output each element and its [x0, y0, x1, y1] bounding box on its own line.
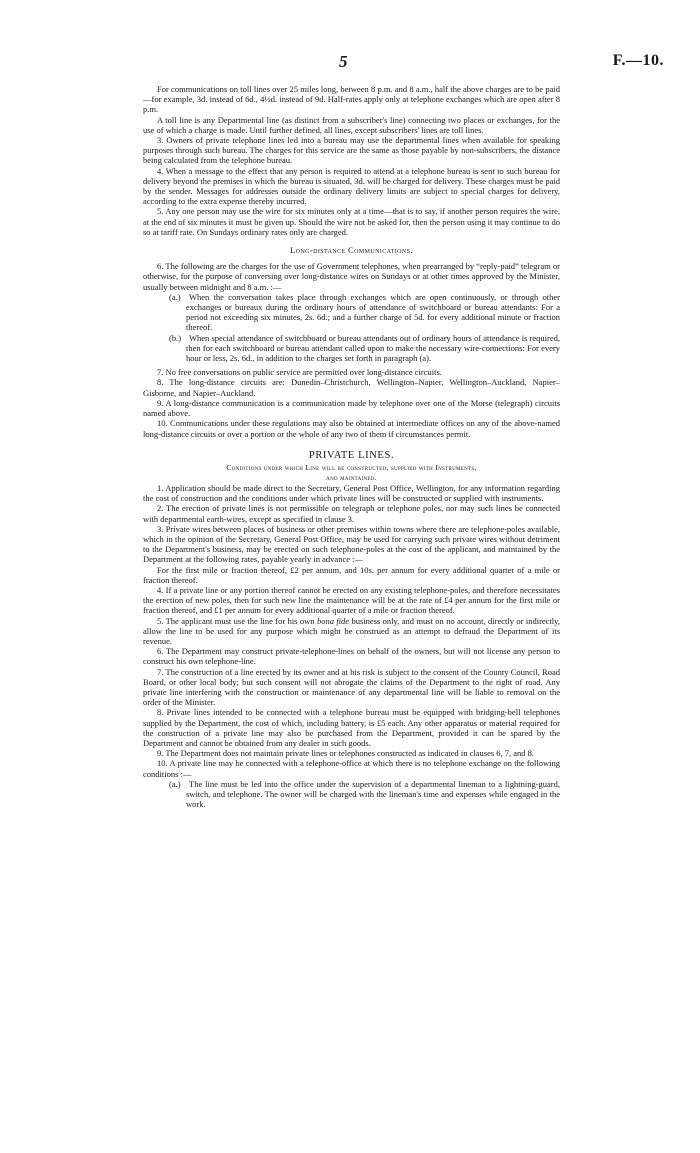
item-text: The line must be led into the office under the supervision of a departmental lineman to a lightning-guard, switch, and telephone. The owner will be charged with the lineman's time and expenses while engaged in the work.: [186, 778, 560, 810]
paragraph: A toll line is any Departmental line (as distinct from a subscriber's line) connecting two places or exchanges, for the use of which a charge is made. Until further defined, all lines, except subscribers' lines are toll lines.: [143, 114, 560, 135]
text-run: 5. The applicant must use the line for his own: [157, 615, 317, 626]
text-column: [143, 84, 560, 809]
paragraph: 10. Communications under these regulations may also be obtained at intermediate offices on any of the above-named long-distance circuits or over a portion or the whole of any two of them if circumstances permit.: [143, 418, 560, 439]
paragraph: 7. No free conversations on public service are permitted over long-distance circuits.: [157, 367, 442, 378]
item-label: (a.): [169, 291, 181, 302]
paragraph: 4. When a message to the effect that any person is required to attend at a telephone bureau is sent to such bureau for delivery beyond the premises in which the bureau is situated, 3d. will be charged for delivery. These charges must be paid by the sender. Messages for addresses outside the ordinary delivery limits are subject to special charges for delivery, according to the extra expense thereby incurred.: [143, 165, 560, 207]
italic-text: bona fide: [316, 615, 350, 626]
item-label: (b.): [169, 332, 182, 343]
section-subheading: and maintained.: [326, 472, 377, 482]
paper-reference: F.—10.: [612, 52, 664, 69]
paragraph: 1. Application should be made direct to the Secretary, General Post Office, Wellington, for any information regarding the cost of construction and the conditions under which private lines will be constructed or supplied with instruments.: [143, 482, 560, 504]
paragraph: 10. A private line may be connected with a telephone-office at which there is no telephone exchange on the following conditions :—: [143, 758, 560, 779]
paragraph: 2. The erection of private lines is not permissible on telegraph or telephone poles, nor may such lines be connected with departmental earth-wires, except as specified in clause 3.: [143, 503, 560, 524]
paragraph: 6. The following are the charges for the use of Government telephones, when prearranged by “reply-paid” telegram or otherwise, for the purpose of conversing over long-distance wires on Sundays or at other times approved by the Minister, usually between midnight and 8 a.m. :—: [143, 261, 560, 292]
paragraph: 8. The long-distance circuits are: Dunedin–Christchurch, Wellington–Napier, Wellington–Auckland, Napier–Gisborne, and Napier–Auckland.: [143, 377, 560, 398]
paragraph: 3. Owners of private telephone lines led into a bureau may use the departmental lines when available for speaking purposes through such bureau. The charges for this service are the same as those payable by non-subscribers, the distance being calculated from the telephone bureau.: [143, 135, 560, 166]
paragraph: 7. The construction of a line erected by its owner and at his risk is subject to the consent of the County Council, Road Board, or other local body; but such consent will not abrogate the claims of the Department to the right of road. Any private line interfering with the construction or maintenance of any departmental line will be liable to removal on the order of the Minister.: [143, 666, 560, 708]
paragraph: [143, 616, 560, 647]
list-item: [169, 292, 560, 333]
paragraph: For the first mile or fraction thereof, £2 per annum, and 10s. per annum for every additional quarter of a mile or fraction thereof.: [143, 564, 560, 585]
paragraph: 6. The Department may construct private-telephone-lines on behalf of the owners, but will not license any person to construct his own telephone-line.: [143, 646, 560, 667]
paragraph: 4. If a private line or any portion thereof cannot be erected on any existing telephone-poles, and therefore necessitates the erection of new poles, then for such new line the maintenance will be at the rate of £4 per annum for the first mile or fraction thereof, and £1 per annum for every additional quarter of a mile or fraction thereof.: [143, 584, 560, 616]
list-item: [169, 779, 560, 810]
paragraph: 3. Private wires between places of business or other premises within towns where there are telephone-poles available, which in the opinion of the Secretary, General Post Office, may be used for carrying such private wires without detriment to the Department's business, may be erected on such telephone-poles at the cost of the applicant, and maintained by the Department at the following rates, payable yearly in advance :—: [143, 523, 560, 565]
page-number: 5: [339, 52, 348, 71]
paragraph: 5. Any one person may use the wire for six minutes only at a time—that is to say, if another person requires the wire, at the end of six minutes it must be given up. Should the wire not be asked for, then the person using it may continue to do so at tariff rate. On Sundays ordinary rates only are charged.: [143, 206, 560, 237]
paragraph: 9. A long-distance communication is a communication made by telephone over one of the Morse (telegraph) circuits named above.: [143, 397, 560, 419]
paragraph: For communications on toll lines over 25 miles long, between 8 p.m. and 8 a.m., half the above charges are to be paid—for example, 3d. instead of 6d., 4½d. instead of 9d. Half-rates apply only at telephone exchanges which are open after 8 p.m.: [143, 84, 560, 115]
list-item: [169, 333, 560, 364]
paragraph: 8. Private lines intended to be connected with a telephone bureau must be equipped with bridging-bell telephones supplied by the Department, the cost of which, including battery, is £5 each. Any other apparatus or material required for the construction of a private line may also be purchased from the Department, provided it can be spared by the Department and cannot be obtained from any dealer in such goods.: [143, 707, 560, 748]
text-run: business only, and must on no account, directly or indirectly, allow the line to be used for any purpose which might be construed as an attempt to defraud the Department of its revenue.: [143, 615, 560, 646]
item-text: When special attendance of switchboard or bureau attendants out of ordinary hours of attendance is required, then for each switchboard or bureau attendant called upon to make the necessary wire-connections: For every hour or less, 2s. 6d., in addition to the charges set forth in paragraph (a).: [186, 332, 560, 364]
item-text: When the conversation takes place through exchanges which are open continuously, or through other exchanges or bureaux during the ordinary hours of attendance of switchboard or bureau attendants: For a period not exceeding six minutes, 2s. 6d.; and a further charge of 5d. for every additional minute or fraction thereof.: [186, 291, 560, 333]
paragraph: 9. The Department does not maintain private lines or telephones constructed as indicated in clauses 6, 7, and 8.: [157, 748, 535, 759]
section-heading-private-lines: PRIVATE LINES.: [308, 449, 395, 461]
item-label: (a.): [169, 778, 181, 789]
section-subheading: Conditions under which Line will be constructed, supplied with Instruments,: [226, 462, 477, 472]
section-heading-long-distance: Long-distance Communications.: [290, 245, 413, 256]
